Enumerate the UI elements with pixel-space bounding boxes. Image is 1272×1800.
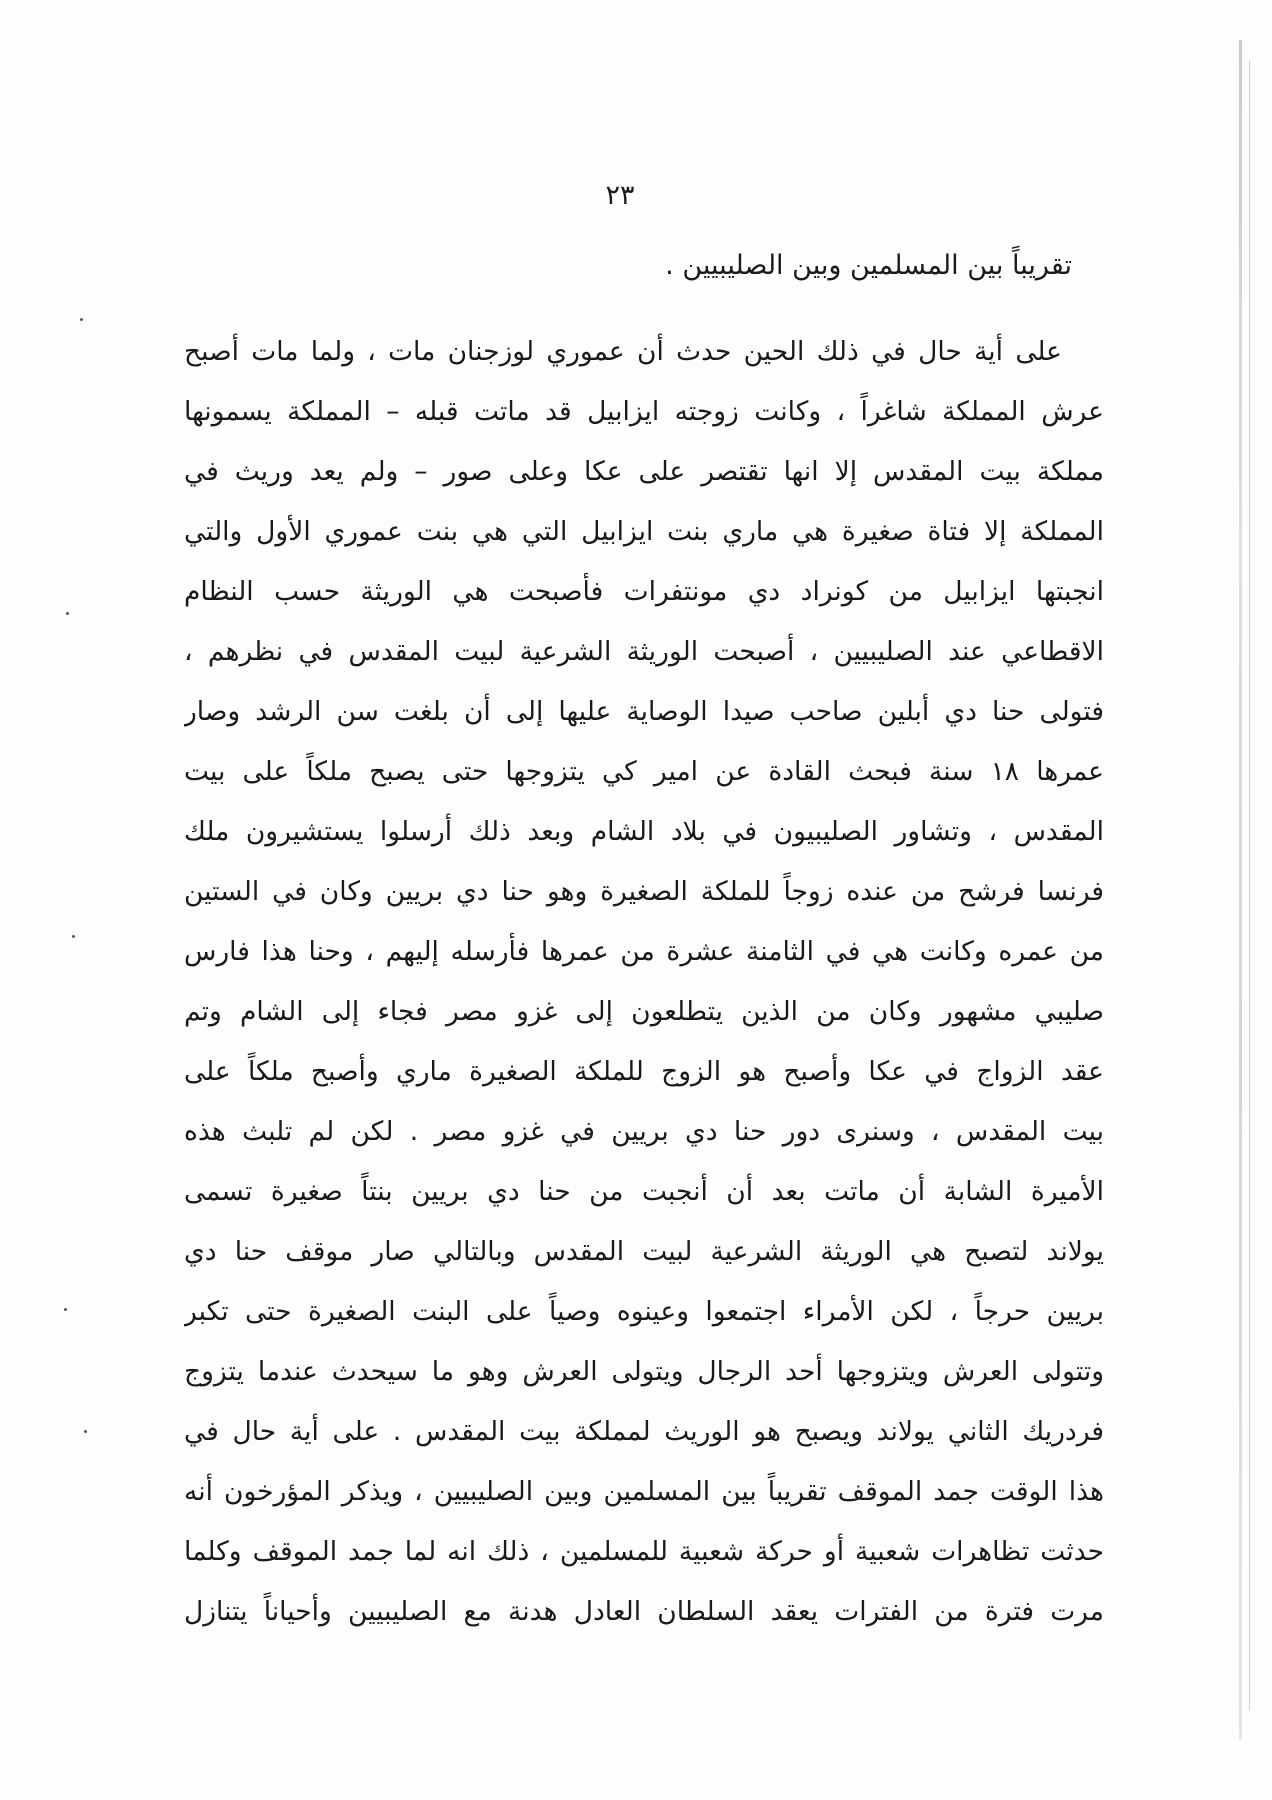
scan-edge [1239,40,1242,1740]
scan-speck [72,935,75,938]
text-line: عمرها ١٨ سنة فبحث القادة عن امير كي يتزوجها حتى يصبح ملكاً على بيت [184,756,1104,787]
text-line: على أية حال في ذلك الحين حدث أن عموري لوزجنان مات ، ولما مات أصبح [184,336,1062,367]
scan-speck [66,612,69,615]
text-line: يولاند لتصبح هي الوريثة الشرعية لبيت المقدس وبالتالي صار موقف حنا دي [184,1236,1104,1267]
text-line: الاقطاعي عند الصليبيين ، أصبحت الوريثة الشرعية لبيت المقدس في نظرهم ، [184,636,1104,667]
text-line: حدثت تظاهرات شعبية أو حركة شعبية للمسلمين ، ذلك انه لما جمد الموقف وكلما [184,1536,1104,1567]
text-line: فتولى حنا دي أبلين صاحب صيدا الوصاية عليها إلى أن بلغت سن الرشد وصار [184,696,1104,727]
text-line: من عمره وكانت هي في الثامنة عشرة من عمرها فأرسله إليهم ، وحنا هذا فارس [184,936,1104,967]
text-line: هذا الوقت جمد الموقف تقريباً بين المسلمين وبين الصليبيين ، ويذكر المؤرخون أنه [184,1476,1104,1507]
scan-edge-line [1249,60,1250,1710]
paragraph [184,322,1104,1642]
text-line: بيت المقدس ، وسنرى دور حنا دي بريين في غزو مصر . لكن لم تلبث هذه [184,1116,1104,1147]
page-number: ٢٣ [605,180,635,211]
text-line: مرت فترة من الفترات يعقد السلطان العادل هدنة مع الصليبيين وأحياناً يتنازل [184,1596,1104,1627]
text-line: مملكة بيت المقدس إلا انها تقتصر على عكا وعلى صور – ولم يعد وريث في [184,456,1104,487]
text-line: عرش المملكة شاغراً ، وكانت زوجته ايزابيل قد ماتت قبله – المملكة يسمونها [184,396,1104,427]
text-line: انجبتها ايزابيل من كونراد دي مونتفرات فأصبحت هي الوريثة حسب النظام [184,576,1104,607]
text-line: بريين حرجاً ، لكن الأمراء اجتمعوا وعينوه وصياً على البنت الصغيرة حتى تكبر [184,1296,1104,1327]
text-line: فردريك الثاني يولاند ويصبح هو الوريث لمملكة بيت المقدس . على أية حال في [184,1416,1104,1447]
text-line: فرنسا فرشح من عنده زوجاً للملكة الصغيرة وهو حنا دي بريين وكان في الستين [184,876,1104,907]
text-line: الأميرة الشابة أن ماتت بعد أن أنجبت من حنا دي بريين بنتاً صغيرة تسمى [184,1176,1104,1207]
text-line: المملكة إلا فتاة صغيرة هي ماري بنت ايزابيل التي هي بنت عموري الأول والتي [184,516,1104,547]
text-line: وتتولى العرش ويتزوجها أحد الرجال ويتولى العرش وهو ما سيحدث عندما يتزوج [184,1356,1104,1387]
text-line: المقدس ، وتشاور الصليبيون في بلاد الشام وبعد ذلك أرسلوا يستشيرون ملك [184,816,1104,847]
text-line: عقد الزواج في عكا وأصبح هو الزوج للملكة الصغيرة ماري وأصبح ملكاً على [184,1056,1104,1087]
continuation-line: تقريباً بين المسلمين وبين الصليبيين . [665,250,1072,281]
scan-speck [84,1430,87,1433]
scan-speck [80,318,83,321]
text-line: صليبي مشهور وكان من الذين يتطلعون إلى غزو مصر فجاء إلى الشام وتم [184,996,1104,1027]
scan-speck [64,1308,67,1311]
